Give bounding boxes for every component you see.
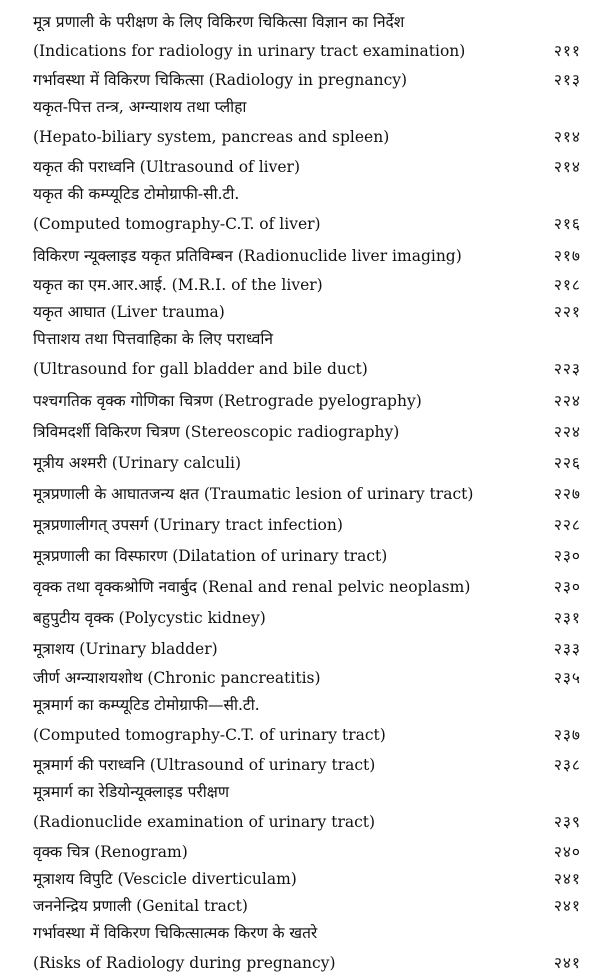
page-number: २३० bbox=[553, 547, 581, 565]
entry-title: जीर्ण अग्न्याशयशोथ (Chronic pancreatitis) bbox=[33, 669, 321, 687]
entry-title: यकृत-पित्त तन्त्र, अग्न्याशय तथा प्लीहा bbox=[33, 98, 247, 116]
page-number: २१७ bbox=[553, 247, 581, 265]
toc-entry bbox=[33, 572, 581, 603]
entry-title: त्रिविमदर्शी विकिरण चित्रण (Stereoscopic radiography) bbox=[33, 423, 400, 441]
page-number: २३७ bbox=[553, 726, 581, 744]
entry-title: (Computed tomography-C.T. of liver) bbox=[33, 215, 321, 233]
toc-entry bbox=[33, 510, 581, 541]
toc-entry bbox=[33, 181, 581, 208]
toc-entry bbox=[33, 541, 581, 572]
page-number: २३३ bbox=[553, 640, 581, 658]
toc-entry bbox=[33, 353, 581, 386]
toc-entry bbox=[33, 299, 581, 326]
entry-title: वृक्क तथा वृक्कश्रोणि नवार्बुद (Renal and renal pelvic neoplasm) bbox=[33, 578, 471, 596]
page-number: २१६ bbox=[553, 215, 581, 233]
entry-title: मूत्रप्रणाली का विस्फारण (Dilatation of urinary tract) bbox=[33, 547, 388, 565]
entry-title: यकृत का एम.आर.आई. (M.R.I. of the liver) bbox=[33, 276, 323, 294]
entry-title: गर्भावस्था में विकिरण चिकित्सात्मक किरण के खतरे bbox=[33, 924, 318, 942]
toc-entry bbox=[33, 154, 581, 181]
entry-title: मूत्रमार्ग का कम्प्यूटिड टोमोग्राफी—सी.टी. bbox=[33, 696, 260, 714]
entry-title: मूत्रप्रणाली के आघातजन्य क्षत (Traumatic lesion of urinary tract) bbox=[33, 485, 474, 503]
entry-title: मूत्राशय (Urinary bladder) bbox=[33, 640, 218, 658]
toc-entry bbox=[33, 326, 581, 353]
entry-title: यकृत की कम्प्यूटिड टोमोग्राफी-सी.टी. bbox=[33, 185, 240, 203]
entry-title: विकिरण न्यूक्लाइड यकृत प्रतिविम्बन (Radionuclide liver imaging) bbox=[33, 247, 462, 265]
table-of-contents bbox=[33, 9, 581, 980]
toc-entry bbox=[33, 866, 581, 893]
entry-title: (Radionuclide examination of urinary tract) bbox=[33, 813, 376, 831]
toc-entry bbox=[33, 479, 581, 510]
toc-entry bbox=[33, 94, 581, 121]
entry-title: पित्ताशय तथा पित्तवाहिका के लिए पराध्वनि bbox=[33, 330, 274, 348]
entry-title: मूत्रीय अश्मरी (Urinary calculi) bbox=[33, 454, 242, 472]
page-number: २१८ bbox=[553, 276, 581, 294]
page-number: २११ bbox=[553, 42, 581, 60]
toc-entry bbox=[33, 665, 581, 692]
entry-title: गर्भावस्था में विकिरण चिकित्सा (Radiology in pregnancy) bbox=[33, 71, 408, 89]
entry-title: (Computed tomography-C.T. of urinary tract) bbox=[33, 726, 386, 744]
page-number: २३८ bbox=[553, 756, 581, 774]
page-number: २४१ bbox=[553, 897, 581, 915]
toc-entry bbox=[33, 241, 581, 272]
toc-entry bbox=[33, 417, 581, 448]
page-number: २४१ bbox=[553, 954, 581, 972]
entry-title: मूत्राशय विपुटि (Vescicle diverticulam) bbox=[33, 870, 297, 888]
page-number: २२८ bbox=[553, 516, 581, 534]
toc-entry bbox=[33, 386, 581, 417]
entry-title: मूत्रप्रणालीगत् उपसर्ग (Urinary tract infection) bbox=[33, 516, 343, 534]
page-number: २३५ bbox=[553, 669, 581, 687]
toc-entry bbox=[33, 272, 581, 299]
entry-title: मूत्रमार्ग का रेडियोन्यूक्लाइड परीक्षण bbox=[33, 783, 230, 801]
toc-entry bbox=[33, 893, 581, 920]
page-number: २३९ bbox=[553, 813, 581, 831]
page-number: २२६ bbox=[553, 454, 581, 472]
toc-entry bbox=[33, 634, 581, 665]
entry-title: पश्चगतिक वृक्क गोणिका चित्रण (Retrograde pyelography) bbox=[33, 392, 422, 410]
entry-title: (Hepato-biliary system, pancreas and spleen) bbox=[33, 128, 390, 146]
page-number: २२४ bbox=[553, 423, 581, 441]
toc-entry bbox=[33, 448, 581, 479]
entry-title: (Indications for radiology in urinary tract examination) bbox=[33, 42, 466, 60]
page-number: २४० bbox=[553, 843, 581, 861]
page-number: २२१ bbox=[553, 303, 581, 321]
page-number: २१४ bbox=[553, 128, 581, 146]
toc-entry bbox=[33, 67, 581, 94]
toc-entry bbox=[33, 692, 581, 719]
toc-entry bbox=[33, 719, 581, 752]
entry-title: वृक्क चित्र (Renogram) bbox=[33, 843, 188, 861]
toc-entry bbox=[33, 9, 581, 36]
page-number: २२४ bbox=[553, 392, 581, 410]
entry-title: यकृत की पराध्वनि (Ultrasound of liver) bbox=[33, 158, 300, 176]
toc-entry bbox=[33, 806, 581, 839]
page-number: २२३ bbox=[553, 360, 581, 378]
entry-title: यकृत आघात (Liver trauma) bbox=[33, 303, 225, 321]
page-number: २१३ bbox=[553, 71, 581, 89]
toc-entry bbox=[33, 839, 581, 866]
entry-title: जननेन्द्रिय प्रणाली (Genital tract) bbox=[33, 897, 248, 915]
entry-title: (Ultrasound for gall bladder and bile duct) bbox=[33, 360, 368, 378]
toc-entry bbox=[33, 779, 581, 806]
page-number: २१४ bbox=[553, 158, 581, 176]
entry-title: मूत्र प्रणाली के परीक्षण के लिए विकिरण चिकित्सा विज्ञान का निर्देश bbox=[33, 13, 405, 31]
toc-entry bbox=[33, 920, 581, 947]
toc-entry bbox=[33, 603, 581, 634]
toc-entry bbox=[33, 752, 581, 779]
entry-title: (Risks of Radiology during pregnancy) bbox=[33, 954, 336, 972]
toc-entry bbox=[33, 947, 581, 980]
page-number: २२७ bbox=[553, 485, 581, 503]
toc-entry bbox=[33, 208, 581, 241]
toc-entry bbox=[33, 121, 581, 154]
toc-entry bbox=[33, 36, 581, 67]
page-number: २३१ bbox=[553, 609, 581, 627]
page-number: २४१ bbox=[553, 870, 581, 888]
page-number: २३० bbox=[553, 578, 581, 596]
entry-title: मूत्रमार्ग की पराध्वनि (Ultrasound of urinary tract) bbox=[33, 756, 376, 774]
entry-title: बहुपुटीय वृक्क (Polycystic kidney) bbox=[33, 609, 266, 627]
